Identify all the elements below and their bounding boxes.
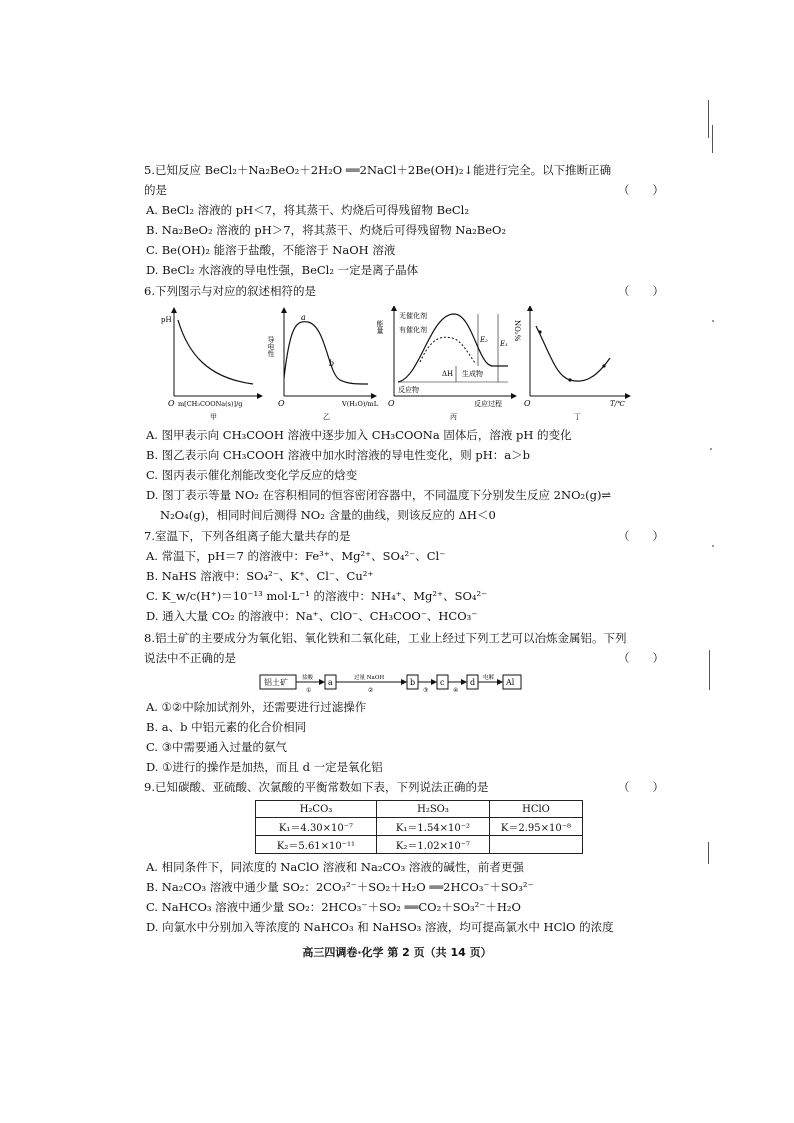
flow-c: c xyxy=(440,678,445,687)
q6-stem-line xyxy=(144,281,664,301)
q8-option-c: C. ③中需要通入过量的氨气 xyxy=(146,740,288,754)
scan-edge-mark xyxy=(708,842,709,864)
q8-process-flow xyxy=(258,672,528,698)
scan-edge-mark xyxy=(708,100,709,138)
q5-stem-line2 xyxy=(144,180,664,200)
yi-ylabel: 导电性 xyxy=(267,336,275,357)
q8-stem-text-2: 说法中不正确的是 xyxy=(144,651,236,665)
yi-origin: O xyxy=(278,399,285,408)
q8-option-b: B. a、b 中铝元素的化合价相同 xyxy=(146,720,307,734)
page-footer: 高三四调卷·化学 第 2 页（共 14 页） xyxy=(302,946,492,959)
q5-option-b: B. Na₂BeO₂ 溶液的 pH＞7，将其蒸干、灼烧后可得残留物 Na₂BeO₂ xyxy=(146,223,507,237)
answer-bracket: （ ） xyxy=(618,780,664,794)
ding-origin: O xyxy=(524,399,531,408)
chart-bing xyxy=(376,308,514,421)
yi-point-b: b xyxy=(329,359,335,368)
bing-e2: E₂ xyxy=(480,336,488,344)
table-cell: K₁＝1.54×10⁻² xyxy=(377,818,490,836)
jia-caption: 甲 xyxy=(210,413,217,421)
scan-dot xyxy=(712,320,714,322)
yi-curve xyxy=(284,322,368,384)
flow-step4-num: ④ xyxy=(453,687,459,694)
chart-ding xyxy=(513,308,628,421)
table-row xyxy=(256,818,583,836)
ding-xlabel: T/℃ xyxy=(610,400,625,408)
question-5 xyxy=(144,160,664,280)
q7-stem-text: 7.室温下，下列各组离子能大量共存的是 xyxy=(144,529,351,543)
q8-option-d: D. ①进行的操作是加热，而且 d 一定是氧化铝 xyxy=(146,760,383,774)
yi-caption: 乙 xyxy=(323,413,330,421)
ding-point xyxy=(538,330,541,333)
table-cell: K₂＝1.02×10⁻⁷ xyxy=(377,836,490,854)
q8-option-a: A. ①②中除加试剂外，还需要进行过滤操作 xyxy=(146,700,367,714)
flow-step3-num: ③ xyxy=(423,687,429,694)
ding-caption: 丁 xyxy=(574,413,581,421)
bing-caption: 丙 xyxy=(450,413,457,421)
table-row xyxy=(256,836,583,854)
answer-bracket: （ ） xyxy=(618,529,664,543)
flow-step1-reagent: 盐酸 xyxy=(302,675,314,681)
flow-b: b xyxy=(410,678,416,687)
chart-yi xyxy=(267,310,379,421)
q9-option-c: C. NaHCO₃ 溶液中通少量 SO₂：2HCO₃⁻＋SO₂ ══CO₂＋SO₃²⁻＋H₂O xyxy=(146,900,521,914)
table-cell xyxy=(490,836,583,854)
q7-stem-line xyxy=(144,526,664,546)
answer-bracket: （ ） xyxy=(618,284,664,298)
q6-figures xyxy=(158,306,634,426)
q6-option-d-cont: N₂O₄(g)，相同时间后测得 NO₂ 含量的曲线，则该反应的 ΔH＜0 xyxy=(160,508,496,522)
yi-xlabel: V(H₂O)/mL xyxy=(342,400,379,408)
table-header: H₂CO₃ xyxy=(256,801,377,818)
question-6 xyxy=(144,281,664,301)
q5-stem-text-2: 的是 xyxy=(144,183,167,197)
bing-origin: O xyxy=(388,399,395,408)
table-cell: K＝2.95×10⁻⁸ xyxy=(490,818,583,836)
scan-edge-mark xyxy=(709,650,710,690)
q9-option-b: B. Na₂CO₃ 溶液中通少量 SO₂：2CO₃²⁻＋SO₂＋H₂O ══2HCO₃⁻＋SO₃²⁻ xyxy=(146,880,534,894)
q5-option-a: A. BeCl₂ 溶液的 pH＜7，将其蒸干、灼烧后可得残留物 BeCl₂ xyxy=(146,203,469,217)
bing-label-nocat: 无催化剂 xyxy=(399,312,427,320)
q7-option-a: A. 常温下，pH＝7 的溶液中：Fe³⁺、Mg²⁺、SO₄²⁻、Cl⁻ xyxy=(146,549,446,563)
q5-option-c: C. Be(OH)₂ 能溶于盐酸，不能溶于 NaOH 溶液 xyxy=(146,243,396,257)
ding-ylabel: NO₂% xyxy=(513,320,521,342)
q8-stem-line1 xyxy=(144,628,664,648)
question-9-options xyxy=(144,857,664,937)
q9-stem-line xyxy=(144,777,664,797)
q9-stem-text: 9.已知碳酸、亚硫酸、次氯酸的平衡常数如下表，下列说法正确的是 xyxy=(144,780,489,794)
bing-xlabel: 反应过程 xyxy=(474,400,502,408)
bing-dh: ΔH xyxy=(442,370,454,378)
flow-d: d xyxy=(470,678,476,687)
q5-stem-text: 5.已知反应 BeCl₂＋Na₂BeO₂＋2H₂O ══2NaCl＋2Be(OH)₂↓能进行完全。以下推断正确 xyxy=(144,163,612,177)
flow-step2-reagent: 过量 NaOH xyxy=(354,675,385,681)
flow-step5-reagent: 电解 xyxy=(483,675,495,681)
jia-origin: O xyxy=(168,399,175,408)
flow-a: a xyxy=(328,678,333,687)
q5-option-d: D. BeCl₂ 水溶液的导电性强，BeCl₂ 一定是离子晶体 xyxy=(146,263,419,277)
bing-e1: E₁ xyxy=(500,340,508,348)
q6-option-d: D. 图丁表示等量 NO₂ 在容积相同的恒容密闭容器中，不同温度下分别发生反应 2NO₂(g)⇌ xyxy=(146,488,612,502)
question-9 xyxy=(144,777,664,797)
scan-edge-mark xyxy=(712,125,713,153)
q6-option-c: C. 图丙表示催化剂能改变化学反应的焓变 xyxy=(146,468,358,482)
jia-xlabel: m[CH₃COONa(s)]/g xyxy=(178,400,243,408)
question-8 xyxy=(144,628,664,668)
jia-ylabel: pH xyxy=(161,316,172,324)
q5-stem-line1 xyxy=(144,160,664,180)
q6-stem-text: 6.下列图示与对应的叙述相符的是 xyxy=(144,284,316,298)
q6-option-b: B. 图乙表示向 CH₃COOH 溶液中加水时溶液的导电性变化，则 pH：a＞b xyxy=(146,448,530,462)
chart-jia xyxy=(161,310,260,421)
ding-curve xyxy=(536,326,610,381)
table-cell: K₁＝4.30×10⁻⁷ xyxy=(256,818,377,836)
flow-step2-num: ② xyxy=(368,687,374,694)
question-6-options xyxy=(144,425,664,525)
ding-point xyxy=(602,364,605,367)
q8-stem-text: 8.铝土矿的主要成分为氧化铝、氧化铁和二氧化硅，工业上经过下列工艺可以冶炼金属铝。下列 xyxy=(144,631,627,645)
q7-option-d: D. 通入大量 CO₂ 的溶液中：Na⁺、ClO⁻、CH₃COO⁻、HCO₃⁻ xyxy=(146,609,478,623)
q9-option-a: A. 相同条件下，同浓度的 NaClO 溶液和 Na₂CO₃ 溶液的碱性，前者更强 xyxy=(146,860,524,874)
bing-reactant: 反应物 xyxy=(398,386,419,394)
q9-constants-table xyxy=(255,800,583,854)
flow-end: Al xyxy=(506,678,515,687)
question-7 xyxy=(144,526,664,626)
table-header-row xyxy=(256,801,583,818)
bing-ylabel: 能量 xyxy=(376,320,384,334)
q7-option-c: C. K_w/c(H⁺)＝10⁻¹³ mol·L⁻¹ 的溶液中：NH₄⁺、Mg²⁺、SO₄²⁻ xyxy=(146,589,488,603)
ding-point xyxy=(568,378,571,381)
bing-label-cat: 有催化剂 xyxy=(399,326,427,334)
flow-start: 铝土矿 xyxy=(264,678,288,687)
q6-option-a: A. 图甲表示向 CH₃COOH 溶液中逐步加入 CH₃COONa 固体后，溶液 pH 的变化 xyxy=(146,428,572,442)
q7-option-b: B. NaHS 溶液中：SO₄²⁻、K⁺、Cl⁻、Cu²⁺ xyxy=(146,569,374,583)
q8-stem-line2 xyxy=(144,648,664,668)
table-header: H₂SO₃ xyxy=(377,801,490,818)
table-header: HClO xyxy=(490,801,583,818)
answer-bracket: （ ） xyxy=(618,183,664,197)
scan-dot xyxy=(712,545,714,547)
yi-point-a: a xyxy=(301,313,306,322)
scan-dot xyxy=(710,448,712,450)
flow-step1-num: ① xyxy=(306,687,312,694)
jia-curve xyxy=(178,320,253,384)
table-cell: K₂＝5.61×10⁻¹¹ xyxy=(256,836,377,854)
q9-option-d: D. 向氯水中分别加入等浓度的 NaHCO₃ 和 NaHSO₃ 溶液，均可提高氯水中 HClO 的浓度 xyxy=(146,920,614,934)
bing-product: 生成物 xyxy=(462,370,483,378)
answer-bracket: （ ） xyxy=(618,651,664,665)
question-8-options xyxy=(144,697,664,777)
